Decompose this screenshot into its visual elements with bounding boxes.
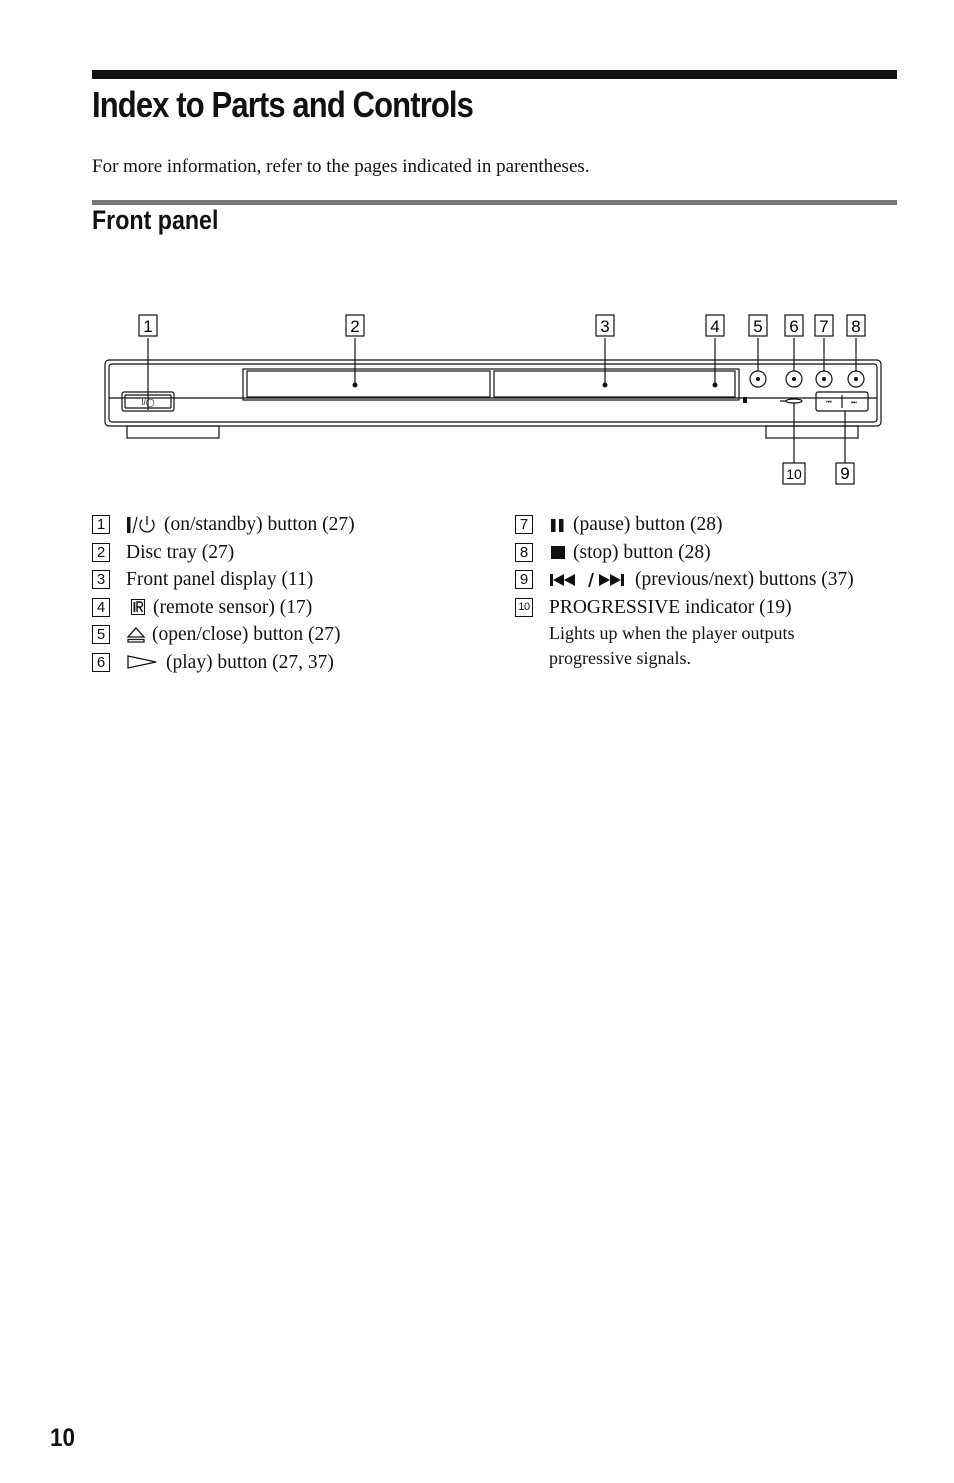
item-number: 9 xyxy=(515,570,533,589)
pause-icon xyxy=(549,517,567,533)
disc-tray-outline xyxy=(243,369,739,400)
item-label: PROGRESSIVE indicator (19) xyxy=(549,596,792,618)
item-description: Lights up when the player outputs xyxy=(549,623,795,643)
svg-text:4: 4 xyxy=(710,317,720,336)
list-item xyxy=(515,566,854,594)
item-number: 7 xyxy=(515,515,533,534)
svg-text:10: 10 xyxy=(786,466,802,482)
list-item xyxy=(515,511,854,539)
prev-next-icon xyxy=(549,572,641,588)
item-label: (stop) button (28) xyxy=(573,541,711,563)
item-label: (pause) button (28) xyxy=(573,514,723,535)
item-label: (play) button (27, 37) xyxy=(166,651,334,673)
left-foot xyxy=(127,426,219,438)
list-item xyxy=(92,649,355,677)
callout-10 xyxy=(783,463,805,484)
svg-text:1: 1 xyxy=(143,317,153,336)
item-number: 3 xyxy=(92,570,110,589)
list-item xyxy=(515,539,854,567)
callout-7 xyxy=(815,315,833,336)
callout-2 xyxy=(346,315,364,336)
eject-icon xyxy=(126,626,146,644)
item-number: 1 xyxy=(92,515,110,534)
callout-8 xyxy=(847,315,865,336)
callout-5 xyxy=(749,315,767,336)
callouts-top xyxy=(139,315,865,336)
parts-list-left xyxy=(92,511,355,676)
svg-text:2: 2 xyxy=(350,317,360,336)
intro-text: For more information, refer to the pages indicated in parentheses. xyxy=(92,156,590,177)
list-item xyxy=(92,539,355,567)
player-body xyxy=(105,360,881,426)
section-title: Front panel xyxy=(92,205,219,235)
item-description: progressive signals. xyxy=(549,648,691,668)
svg-text:5: 5 xyxy=(753,317,763,336)
item-label: (remote sensor) (17) xyxy=(153,596,313,618)
power-standby-icon xyxy=(126,515,158,535)
callout-6 xyxy=(785,315,803,336)
svg-text:7: 7 xyxy=(819,317,829,336)
item-number: 5 xyxy=(92,625,110,644)
item-number: 2 xyxy=(92,543,110,562)
front-panel-diagram xyxy=(100,308,890,488)
svg-text:⏮: ⏮ xyxy=(826,399,832,406)
item-number: 4 xyxy=(92,598,110,617)
callout-9 xyxy=(836,463,854,484)
page-number: 10 xyxy=(50,1424,76,1452)
svg-text:I/◯: I/◯ xyxy=(141,398,155,407)
list-item xyxy=(92,621,355,649)
svg-text:8: 8 xyxy=(851,317,861,336)
page-title: Index to Parts and Controls xyxy=(92,84,474,125)
callout-4 xyxy=(706,315,724,336)
callout-3 xyxy=(596,315,614,336)
list-item xyxy=(92,594,355,622)
item-label: (open/close) button (27) xyxy=(152,624,341,645)
list-item xyxy=(515,594,854,622)
item-label: Disc tray (27) xyxy=(126,541,235,563)
callout-1 xyxy=(139,315,157,336)
item-label: (on/standby) button (27) xyxy=(164,514,355,535)
svg-text:⏭: ⏭ xyxy=(851,399,857,406)
right-foot xyxy=(766,426,858,438)
list-item xyxy=(92,566,355,594)
item-label: Front panel display (11) xyxy=(126,569,314,590)
list-item xyxy=(92,511,355,539)
remote-sensor-icon xyxy=(131,599,145,615)
top-rule xyxy=(92,70,897,79)
item-label: (previous/next) buttons (37) xyxy=(635,569,854,590)
item-number: 8 xyxy=(515,543,533,562)
callouts-bottom xyxy=(783,463,854,484)
play-icon xyxy=(126,654,158,670)
stop-icon xyxy=(549,544,567,560)
svg-text:9: 9 xyxy=(840,464,850,483)
svg-text:6: 6 xyxy=(789,317,799,336)
item-number: 10 xyxy=(515,598,533,617)
item-number: 6 xyxy=(92,653,110,672)
parts-list-right xyxy=(515,511,854,671)
svg-text:3: 3 xyxy=(600,317,610,336)
progressive-indicator-outline xyxy=(786,399,802,403)
